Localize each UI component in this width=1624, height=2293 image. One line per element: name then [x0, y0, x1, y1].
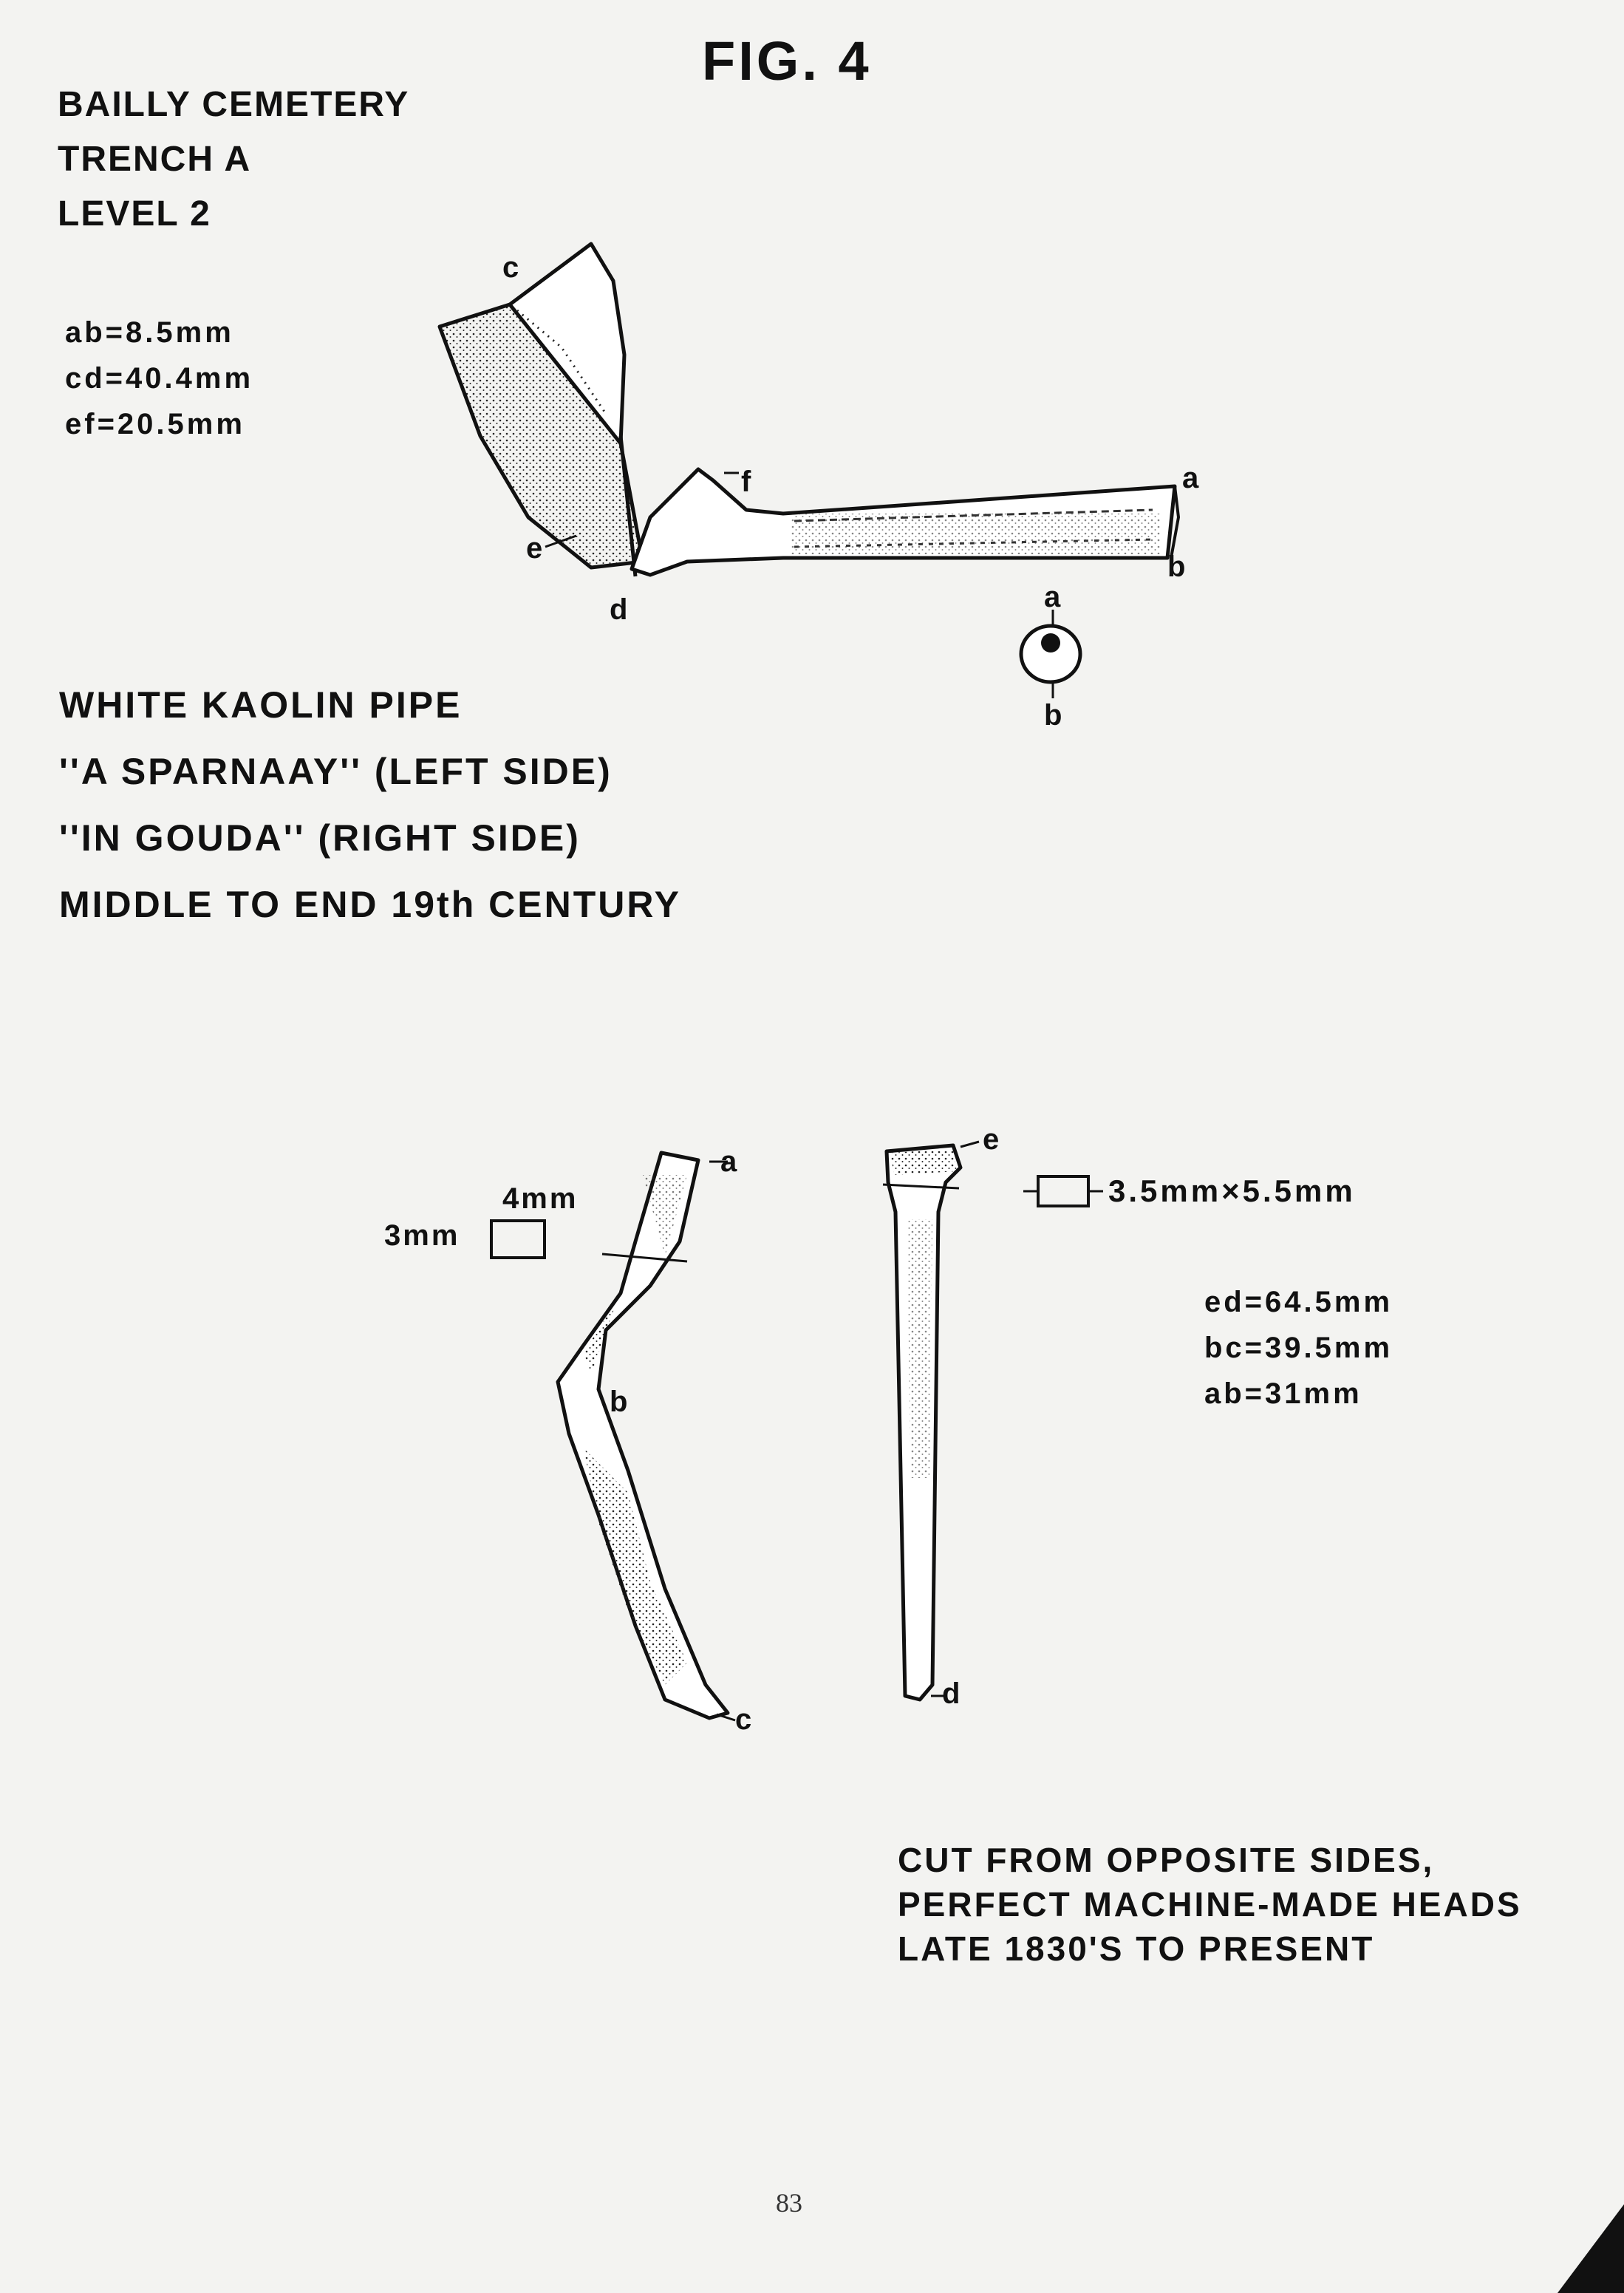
straight-nail-section: 3.5mm×5.5mm [1108, 1173, 1356, 1208]
nail-measurement-bc: bc=39.5mm [1204, 1332, 1393, 1364]
pipe-label-f: f [741, 466, 751, 498]
bent-nail-label-c: c [735, 1703, 752, 1736]
pipe-label-b: b [1167, 551, 1186, 583]
pipe-measurement-ab: ab=8.5mm [65, 316, 234, 349]
pipe-measurement-cd: cd=40.4mm [65, 362, 254, 395]
nail-measurement-ab: ab=31mm [1204, 1377, 1362, 1410]
page-number: 83 [776, 2188, 802, 2218]
pipe-label-d: d [610, 593, 628, 626]
straight-nail-label-e: e [983, 1123, 1000, 1156]
trench-label: TRENCH A [58, 140, 252, 179]
pipe-label-a: a [1182, 462, 1199, 494]
nail-note-line-3: LATE 1830'S TO PRESENT [898, 1929, 1375, 1968]
bent-nail-label-a: a [720, 1145, 737, 1178]
bent-nail-label-b: b [610, 1386, 628, 1418]
nail-note-line-1: CUT FROM OPPOSITE SIDES, [898, 1841, 1435, 1879]
scan-corner-shadow [1558, 2204, 1624, 2293]
pipe-description-line-1: WHITE KAOLIN PIPE [59, 684, 463, 726]
pipe-description-line-4: MIDDLE TO END 19th CENTURY [59, 884, 681, 925]
pipe-measurement-ef: ef=20.5mm [65, 408, 245, 440]
bent-nail-height: 3mm [384, 1219, 460, 1252]
nail-measurement-ed: ed=64.5mm [1204, 1286, 1393, 1318]
nail-note-line-2: PERFECT MACHINE-MADE HEADS [898, 1885, 1522, 1924]
pipe-description-line-2: ''A SPARNAAY'' (LEFT SIDE) [59, 751, 613, 792]
pipe-bowl-drawing [440, 244, 643, 576]
bent-nail-width: 4mm [502, 1182, 579, 1215]
pipe-stem-cross-section [1021, 610, 1080, 698]
bent-nail-drawing [491, 1153, 735, 1720]
pipe-label-c: c [502, 251, 519, 284]
level-label: LEVEL 2 [58, 194, 211, 234]
cross-section-label-a: a [1044, 581, 1061, 613]
pipe-label-e: e [526, 532, 543, 565]
straight-nail-label-d: d [942, 1677, 961, 1710]
pipe-stem-drawing [545, 469, 1178, 575]
figure-title: FIG. 4 [702, 30, 872, 92]
cross-section-label-b: b [1044, 699, 1062, 732]
straight-nail-drawing [883, 1142, 1103, 1700]
pipe-description-line-3: ''IN GOUDA'' (RIGHT SIDE) [59, 817, 581, 859]
site-name: BAILLY CEMETERY [58, 85, 410, 124]
